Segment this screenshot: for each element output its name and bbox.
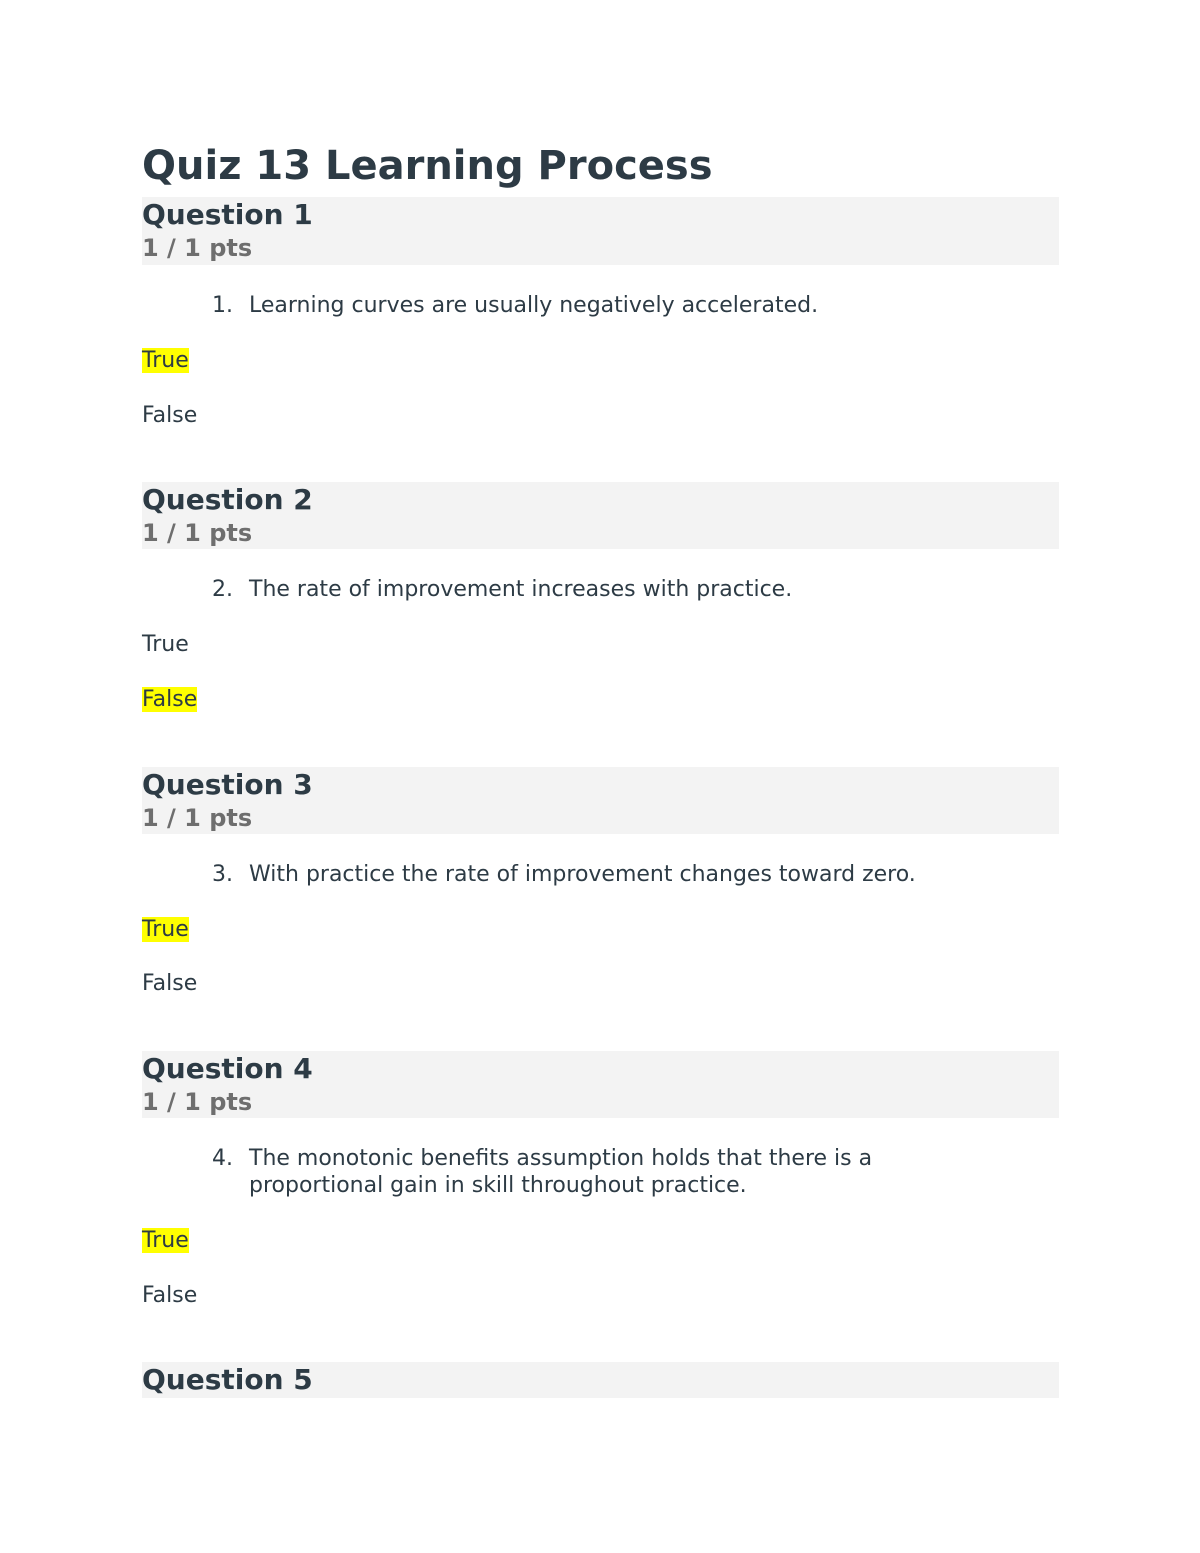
question-title: Question 5 (142, 1363, 313, 1396)
question-header-4 (142, 1051, 1059, 1118)
question-points: 1 / 1 pts (142, 804, 253, 832)
question-title: Question 2 (142, 483, 313, 516)
question-body: With practice the rate of improvement changes toward zero. (249, 862, 916, 887)
question-header-1 (142, 197, 1059, 265)
answer-label-selected: True (142, 348, 189, 373)
question-points: 1 / 1 pts (142, 1088, 253, 1116)
question-header-2 (142, 482, 1059, 549)
answer-label-selected: True (142, 917, 189, 942)
answer-label: True (142, 632, 189, 657)
question-title: Question 1 (142, 198, 313, 231)
question-number: 1. (212, 293, 233, 318)
answer-true[interactable] (142, 631, 189, 658)
answer-false[interactable] (142, 686, 197, 713)
question-number: 2. (212, 577, 233, 602)
question-title: Question 3 (142, 768, 313, 801)
answer-label: False (142, 403, 198, 428)
answer-false[interactable] (142, 1282, 197, 1309)
question-title: Question 4 (142, 1052, 313, 1085)
page-title: Quiz 13 Learning Process (142, 143, 713, 189)
answer-true[interactable] (142, 347, 189, 374)
question-number: 4. (212, 1146, 233, 1171)
answer-true[interactable] (142, 916, 189, 943)
question-body: The monotonic benefits assumption holds that there is a proportional gain in skill throughout practice. (249, 1146, 873, 1198)
answer-label-selected: False (142, 687, 198, 712)
question-header-5 (142, 1362, 1059, 1398)
answer-label-selected: True (142, 1228, 189, 1253)
question-points: 1 / 1 pts (142, 234, 253, 262)
answer-true[interactable] (142, 1227, 189, 1254)
answer-false[interactable] (142, 970, 197, 997)
question-number: 3. (212, 862, 233, 887)
question-body: Learning curves are usually negatively accelerated. (249, 293, 819, 318)
answer-label: False (142, 971, 198, 996)
answer-false[interactable] (142, 402, 197, 429)
question-body: The rate of improvement increases with practice. (249, 577, 793, 602)
question-points: 1 / 1 pts (142, 519, 253, 547)
question-header-3 (142, 767, 1059, 834)
answer-label: False (142, 1283, 198, 1308)
